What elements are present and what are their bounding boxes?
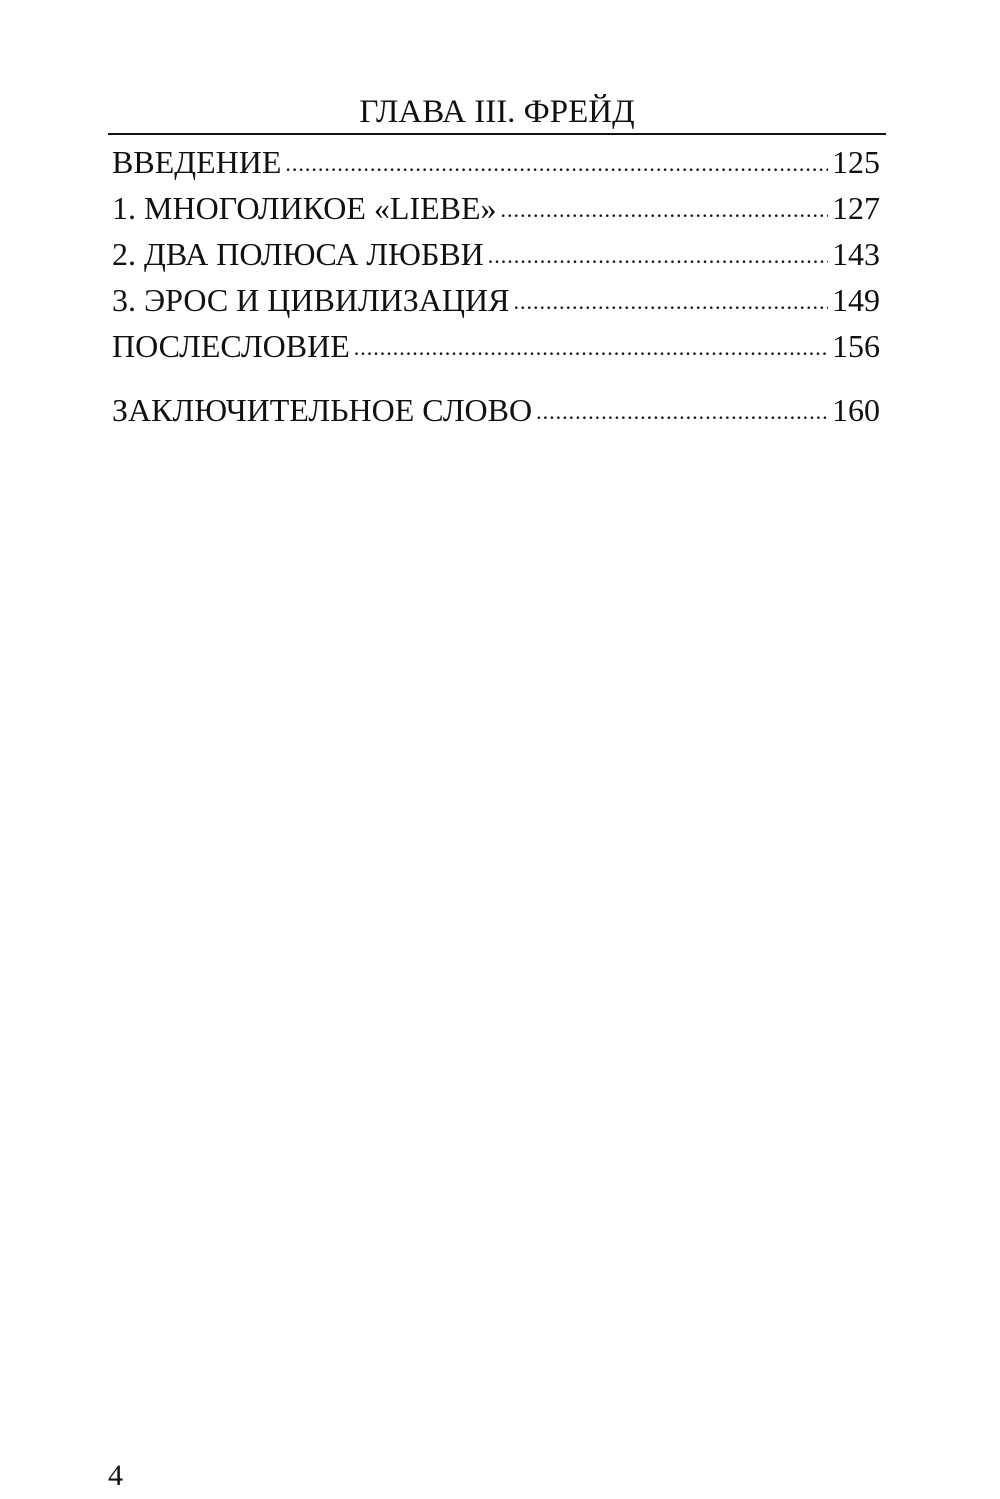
toc-entry-label: ПОСЛЕСЛОВИЕ [112,328,350,364]
dot-leader [354,328,828,368]
toc-entry-section-3 [112,280,880,326]
toc-entry-label: 3. ЭРОС И ЦИВИЛИЗАЦИЯ [112,282,510,318]
toc-entry-label: ВВЕДЕНИЕ [112,144,282,180]
toc-entry-afterword [112,326,880,372]
toc-entry-page: 149 [832,282,880,318]
toc-entry-introduction [112,142,880,188]
toc-entry-section-2 [112,234,880,280]
toc-entry-page: 143 [832,236,880,272]
dot-leader [488,236,828,276]
dot-leader [513,282,828,322]
toc-entry-label: ЗАКЛЮЧИТЕЛЬНОЕ СЛОВО [112,392,533,428]
chapter-title: ГЛАВА III. ФРЕЙД [359,94,635,130]
toc-entry-page: 125 [832,144,880,180]
toc-entry-label: 2. ДВА ПОЛЮСА ЛЮБВИ [112,236,484,272]
page-number: 4 [108,1459,123,1492]
toc-entry-page: 160 [832,392,880,428]
table-of-contents [112,142,880,436]
toc-entry-section-1 [112,188,880,234]
title-underline [108,133,886,135]
dot-leader [285,144,828,184]
toc-entry-page: 156 [832,328,880,364]
toc-entry-page: 127 [832,190,880,226]
toc-entry-label: 1. МНОГОЛИКОЕ «LIEBE» [112,190,497,226]
dot-leader [501,190,828,230]
dot-leader [536,392,828,432]
toc-entry-conclusion [112,390,880,436]
